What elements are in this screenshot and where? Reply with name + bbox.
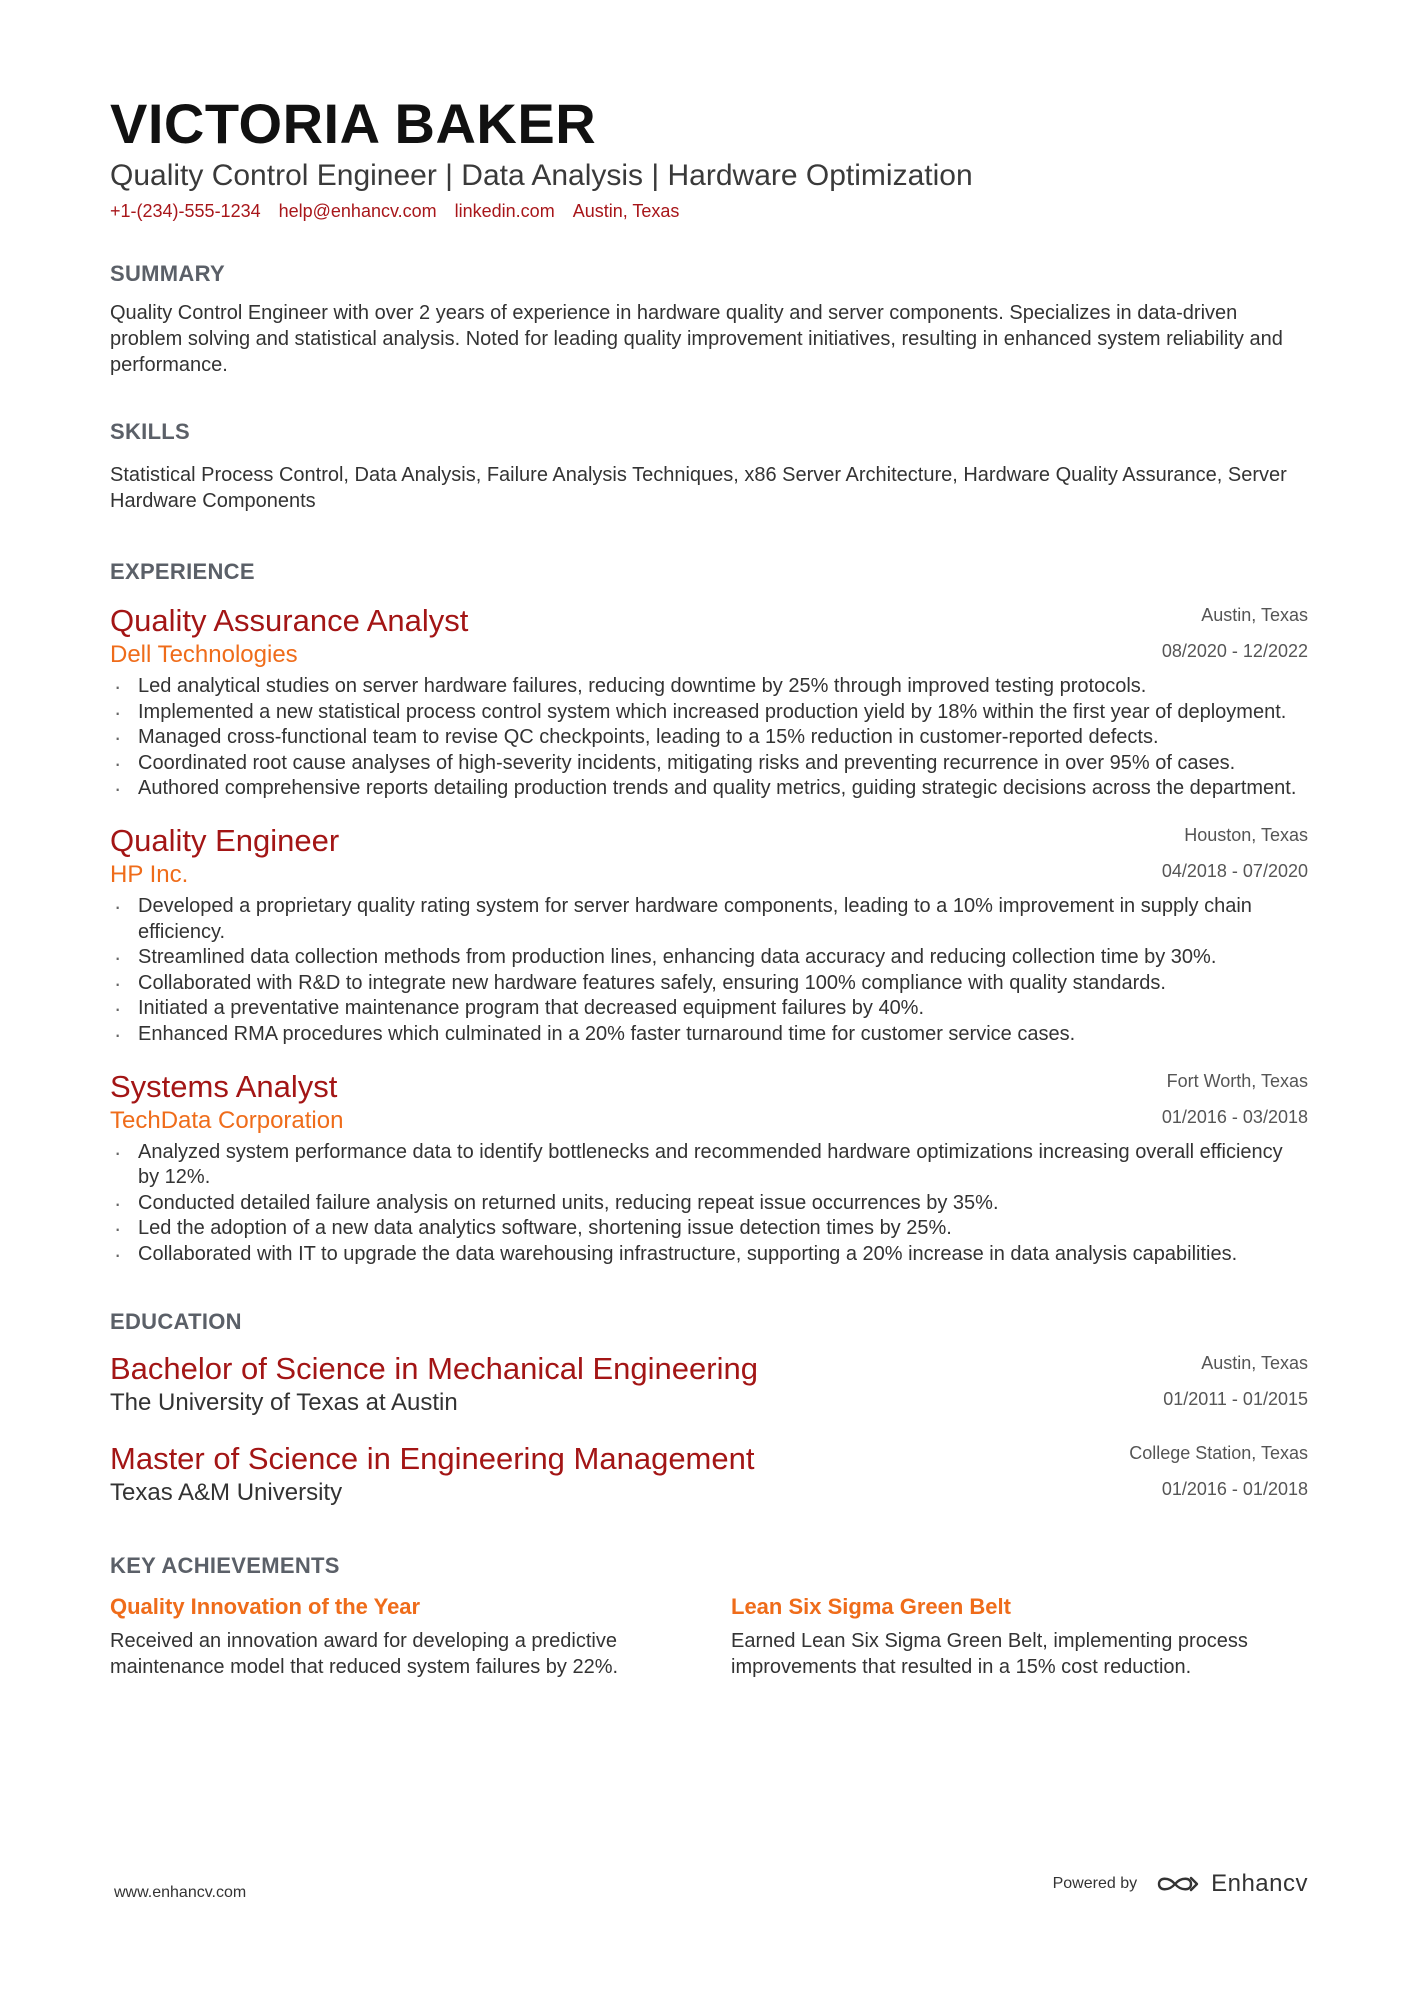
enhancv-logo-icon	[1155, 1872, 1201, 1896]
bullet-item: · Enhanced RMA procedures which culminated in a 20% faster turnaround time for customer service cases.	[110, 1022, 1308, 1048]
contact-row	[110, 198, 1308, 224]
achievements-grid	[110, 1592, 1308, 1680]
summary-heading: SUMMARY	[110, 261, 225, 286]
job-location: Houston, Texas	[1184, 824, 1308, 845]
bullet-item: · Analyzed system performance data to identify bottlenecks and recommended hardware optimizations increasing overall efficiency by 12%.	[110, 1140, 1308, 1191]
bullet-item: · Led analytical studies on server hardware failures, reducing downtime by 25% through improved testing protocols.	[110, 674, 1308, 700]
resume-header	[110, 92, 1308, 224]
experience-entry	[110, 602, 1308, 802]
company-name: HP Inc.	[110, 860, 189, 888]
degree-title: Bachelor of Science in Mechanical Engineering	[110, 1350, 758, 1386]
achievement-item	[731, 1592, 1308, 1680]
experience-heading: EXPERIENCE	[110, 559, 255, 584]
education-entry	[110, 1440, 1308, 1508]
candidate-name: VICTORIA BAKER	[110, 92, 597, 155]
job-title: Quality Assurance Analyst	[110, 603, 469, 638]
job-dates: 01/2016 - 03/2018	[1161, 1106, 1308, 1127]
brand-name: Enhancv	[1211, 1870, 1308, 1897]
job-location: Fort Worth, Texas	[1166, 1070, 1308, 1091]
entry-meta	[1162, 822, 1308, 882]
footer-branding	[1053, 1870, 1308, 1898]
achievement-name: Lean Six Sigma Green Belt	[731, 1593, 1011, 1619]
skills-text: Statistical Process Control, Data Analysis, Failure Analysis Techniques, x86 Server Architecture, Hardware Quality Assurance, Server Hardware Components	[110, 464, 1287, 512]
contact-phone[interactable]: +1-(234)-555-1234	[110, 201, 261, 221]
bullet-item: · Implemented a new statistical process control system which increased production yield by 18% within the first year of deployment.	[110, 700, 1308, 726]
job-title: Quality Engineer	[110, 822, 340, 858]
job-location: Austin, Texas	[1201, 605, 1308, 625]
candidate-headline: Quality Control Engineer | Data Analysis | Hardware Optimization	[110, 159, 973, 192]
resume-page	[110, 92, 1308, 1680]
achievements-heading: KEY ACHIEVEMENTS	[110, 1552, 340, 1578]
job-bullets	[110, 1140, 1308, 1268]
job-title: Systems Analyst	[110, 1068, 338, 1104]
contact-email[interactable]: help@enhancv.com	[278, 201, 437, 221]
achievement-description: Earned Lean Six Sigma Green Belt, implementing process improvements that resulted in a 15% cost reduction.	[731, 1629, 1248, 1678]
entry-meta	[1162, 602, 1308, 662]
bullet-item: · Initiated a preventative maintenance program that decreased equipment failures by 40%.	[110, 996, 1308, 1022]
school-location: College Station, Texas	[1129, 1442, 1308, 1463]
entry-meta	[1129, 1440, 1308, 1500]
bullet-item: · Led the adoption of a new data analytics software, shortening issue detection times by 25%.	[110, 1216, 1308, 1242]
bullet-item: · Conducted detailed failure analysis on returned units, reducing repeat issue occurrences by 35%.	[110, 1191, 1308, 1217]
job-dates: 04/2018 - 07/2020	[1161, 860, 1308, 881]
contact-linkedin[interactable]: linkedin.com	[454, 201, 555, 221]
bullet-item: · Streamlined data collection methods from production lines, enhancing data accuracy and reducing collection time by 30%.	[110, 945, 1308, 971]
degree-title: Master of Science in Engineering Management	[110, 1440, 755, 1476]
school-name: Texas A&M University	[110, 1478, 343, 1506]
achievement-name: Quality Innovation of the Year	[110, 1593, 421, 1619]
school-location: Austin, Texas	[1201, 1352, 1308, 1373]
bullet-item: · Collaborated with IT to upgrade the data warehousing infrastructure, supporting a 20% increase in data analysis capabilities.	[110, 1242, 1308, 1268]
contact-location: Austin, Texas	[572, 201, 680, 221]
experience-entry	[110, 822, 1308, 1048]
bullet-item: · Collaborated with R&D to integrate new hardware features safely, ensuring 100% compliance with quality standards.	[110, 971, 1308, 997]
achievement-description: Received an innovation award for developing a predictive maintenance model that reduced system failures by 22%.	[110, 1629, 619, 1678]
education-heading: EDUCATION	[110, 1308, 242, 1334]
entry-meta	[1162, 1068, 1308, 1128]
school-name: The University of Texas at Austin	[110, 1388, 458, 1416]
education-dates: 01/2016 - 01/2018	[1161, 1478, 1308, 1499]
bullet-item: · Authored comprehensive reports detailing production trends and quality metrics, guiding strategic decisions across the department.	[110, 776, 1308, 802]
achievement-item	[110, 1592, 687, 1680]
bullet-item: · Coordinated root cause analyses of high-severity incidents, mitigating risks and preventing recurrence in over 95% of cases.	[110, 751, 1308, 777]
education-dates: 01/2011 - 01/2015	[1163, 1388, 1308, 1409]
job-bullets	[110, 894, 1308, 1048]
powered-by-label: Powered by	[1052, 1875, 1138, 1892]
bullet-item: · Developed a proprietary quality rating system for server hardware components, leading to a 10% improvement in supply chain efficiency.	[110, 894, 1308, 945]
job-dates: 08/2020 - 12/2022	[1161, 641, 1308, 661]
skills-heading: SKILLS	[110, 419, 191, 444]
education-entry	[110, 1350, 1308, 1418]
company-name: TechData Corporation	[110, 1106, 344, 1134]
footer-website[interactable]: www.enhancv.com	[114, 1884, 247, 1901]
entry-meta	[1163, 1350, 1308, 1410]
summary-text: Quality Control Engineer with over 2 years of experience in hardware quality and server components. Specializes in data-driven problem solving and statistical analysis. Noted for leading quality improvement initiatives, resulting in enhanced system reliability and performance.	[110, 302, 1283, 376]
bullet-item: · Managed cross-functional team to revise QC checkpoints, leading to a 15% reduction in customer-reported defects.	[110, 725, 1308, 751]
company-name: Dell Technologies	[110, 641, 298, 668]
experience-entry	[110, 1068, 1308, 1268]
enhancv-brand[interactable]	[1155, 1870, 1308, 1898]
job-bullets	[110, 674, 1308, 802]
